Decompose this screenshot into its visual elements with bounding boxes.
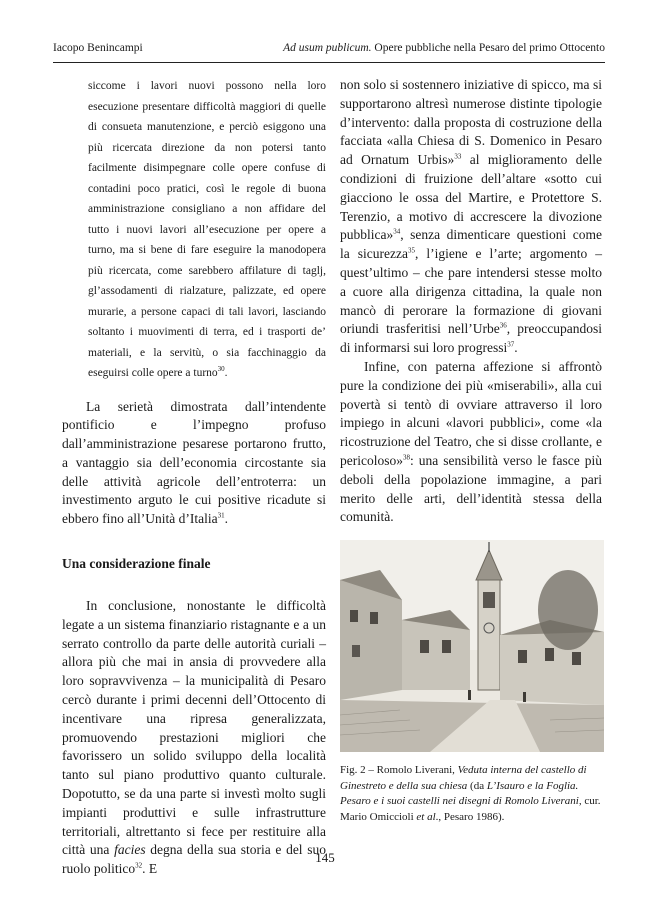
footnote-ref: 37 <box>507 340 515 349</box>
footnote-ref: 38 <box>403 453 410 462</box>
block-quote: siccome i lavori nuovi possono nella loro esecuzione presentare difficoltà maggiori di quelle di consueta manutenzione, e perciò esiggono una più ricercata direzione da non potersi tanto facilmente disimpegnare colle opere confuse di contadini poco pratici, così le regole di buona amministrazione consigliano a non affidare del tutto i nuovi lavori all’esecuzione per opere a turno, ma si bene di fare eseguire la manodopera più ricercata, come sarebbero affilature di taglj, gl’assodamenti di rialzature, palizzate, ed opere murarie, a persone capaci di tali lavori, lasciando soltanto i muovimenti di terra, ed i trasporti de’ materiali, e la servitù, o sia facchinaggio da eseguirsi colle opere a turno$^{30}$. <box>88 80 326 379</box>
running-header <box>53 40 605 56</box>
left-column <box>62 76 326 879</box>
header-rule <box>53 62 605 63</box>
footnote-ref: 36 <box>499 321 507 330</box>
paragraph: Infine, con paterna affezione si affrontò pure la condizione dei più «miserabili», alla cui povertà si tentò di ovviare attraverso il loro impiego in alcuni «lavori pubblici», come «la ricostruzione del Teatro, che si disse crollante, e pericoloso»$^{38}$: una sensibilità verso le fasce più deboli della popolazione immagine, a pari merito delle arti, dell’identità stessa della comunità. <box>340 358 602 525</box>
header-title <box>283 40 605 56</box>
section-heading: Una considerazione finale <box>62 556 211 572</box>
header-title-italic: Ad usum publicum. <box>283 42 372 54</box>
header-title-rest: Opere pubbliche nella Pesaro del primo Ottocento <box>371 42 605 54</box>
footnote-ref: 31 <box>217 511 225 520</box>
paragraph: La serietà dimostrata dall’intendente pontificio e l’impegno profuso dall’amministrazione pesarese portarono frutto, a vantaggio sia dell’economia circostante sia delle attività agricole dell’entroterra: un investimento arguto le cui positive ricadute si ebbero fino all’Unità d’Italia$^{31}$. <box>62 398 326 527</box>
page-number: 145 <box>315 850 335 865</box>
figure-drawing <box>340 540 604 752</box>
paragraph: non solo si sostennero iniziative di spicco, ma si supportarono altresì numerose distinte tipologie d’intervento: dalla proposta di costruzione della facciata «alla Chiesa di S. Domenico in Pesaro ad Ornatum Urbis»$^{33}$ al miglioramento delle condizioni di fruizione dell’altare «sotto cui giacciono le ossa del Martire, e Protettore S. Terenzio, a motivo di accrescere la divozione pubblica»$^{34}$, senza dimenticare questioni come la sicurezza$^{35}$, l’igiene e l’arte; argomento – quest’ultimo – che pare intendersi stesse molto a cuore alla dirigenza cittadina, la quale non mancò di perorare la formazione di giovani oriundi trasferitisi nell’Urbe$^{36}$, preoccupandosi di informarsi sui loro progressi$^{37}$. <box>340 77 603 356</box>
footnote-ref: 30 <box>217 365 225 374</box>
paragraph: In conclusione, nonostante le difficoltà legate a un sistema finanziario ristagnante e a un serrato controllo da parte delle autorità curiali – allora più che mai in ansia di provvedere alla loro sopravvivenza – la municipalità di Pesaro cercò durante i primi decenni dell’Ottocento di incentivare una ripresa generalizzata, promuovendo prestazioni migliori che favorissero un solido sviluppo della località tanto sul piano produttivo quanto culturale. Dopotutto, se da una parte si investì molto sugli impianti produttivi e sulle infrastrutture territoriali, altrettanto si fece per restituire alla città una facies degna della sua storia e del suo ruolo politico$^{32}$. E <box>62 598 326 877</box>
right-column <box>340 76 602 527</box>
footnote-ref: 35 <box>407 246 415 255</box>
header-author: Iacopo Benincampi <box>53 42 143 54</box>
footnote-ref: 32 <box>135 861 143 870</box>
castle-drawing-illustration <box>340 540 604 752</box>
footnote-ref: 34 <box>393 227 401 236</box>
figure-caption: Fig. 2 – Romolo Liverani, Veduta interna del castello di Ginestreto e della sua chiesa (da L’Isauro e la Foglia. Pesaro e i suoi castelli nei disegni di Romolo Liverani, cur. Mario Omiccioli et al., Pesaro 1986). <box>340 764 601 823</box>
footnote-ref: 33 <box>454 152 462 161</box>
